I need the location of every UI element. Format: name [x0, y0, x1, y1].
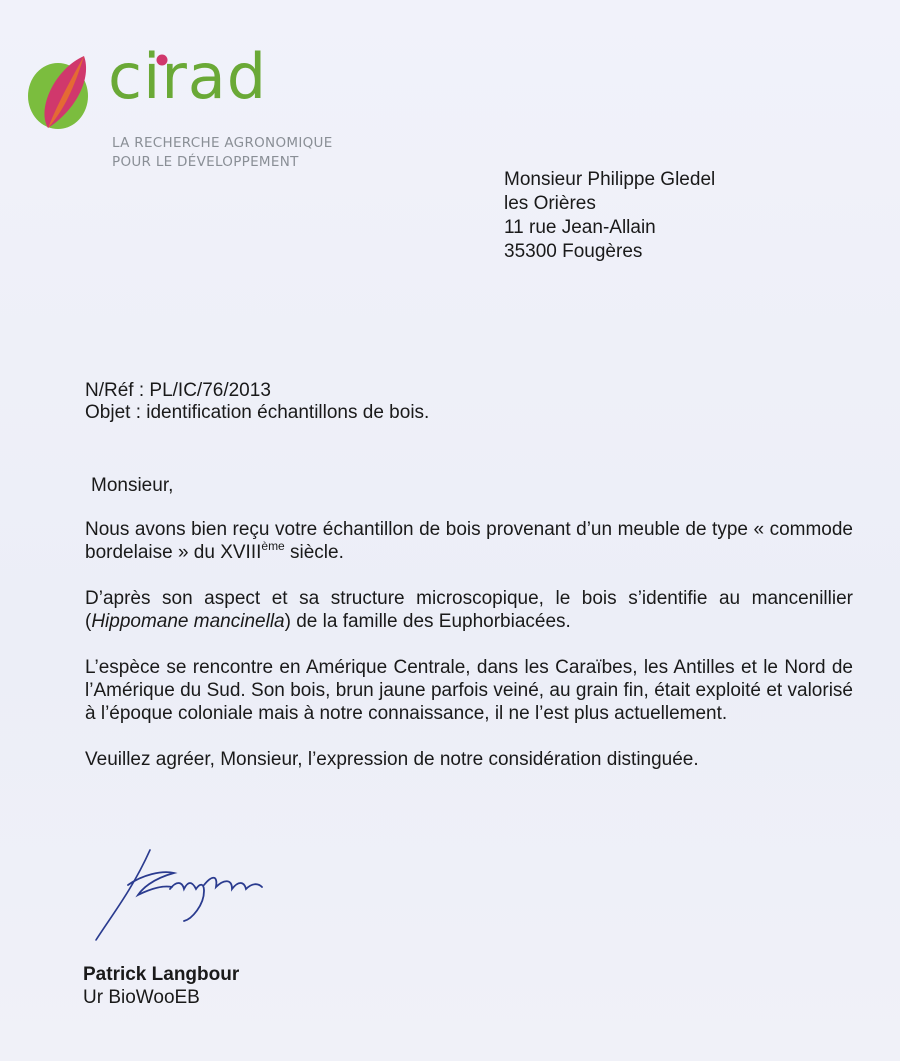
salutation: Monsieur, — [91, 475, 174, 496]
tagline-line2: POUR LE DÉVELOPPEMENT — [112, 154, 299, 170]
handwritten-signature — [92, 845, 282, 950]
cirad-leaf-icon — [26, 48, 96, 133]
recipient-street: 11 rue Jean-Allain — [504, 217, 656, 238]
species-name: Hippomane mancinella — [91, 611, 285, 632]
logo-wordmark: cirad — [108, 40, 268, 113]
tagline-line1: LA RECHERCHE AGRONOMIQUE — [112, 135, 333, 151]
p2-text-end: ) de la famille des Euphorbiacées. — [284, 611, 571, 632]
signature-icon — [92, 845, 282, 945]
closing: Veuillez agréer, Monsieur, l’expression de notre considération distinguée. — [85, 749, 699, 770]
p1-text-end: siècle. — [284, 542, 344, 563]
recipient-line2: les Orières — [504, 193, 596, 214]
reference-number: N/Réf : PL/IC/76/2013 — [85, 380, 271, 401]
signer-name: Patrick Langbour — [83, 964, 240, 985]
logo-tagline — [112, 134, 333, 172]
p1-text: Nous avons bien reçu votre échantillon de bois provenant d’un meuble de type « commode bordelaise » du XVIII — [85, 519, 853, 563]
recipient-city: 35300 Fougères — [504, 241, 643, 262]
reference-subject: Objet : identification échantillons de bois. — [85, 402, 430, 423]
letter-body — [85, 474, 853, 794]
recipient-name: Monsieur Philippe Gledel — [504, 169, 716, 190]
cirad-logo — [26, 40, 268, 133]
signer-block — [83, 963, 239, 1009]
recipient-address — [504, 168, 715, 264]
paragraph-2 — [85, 587, 853, 633]
p1-superscript: ème — [261, 539, 285, 553]
paragraph-1 — [85, 518, 853, 564]
p2-text: D’après son aspect et sa structure microscopique, le bois s’identifie au mancenillier ( — [85, 588, 853, 632]
paragraph-3: L’espèce se rencontre en Amérique Centrale, dans les Caraïbes, les Antilles et le Nord de l’Amérique du Sud. Son bois, brun jaune parfois veiné, au grain fin, était exploité et valorisé à l’époque coloniale mais à notre connaissance, il ne l’est plus actuellement. — [85, 657, 853, 724]
reference-block — [85, 380, 429, 424]
signer-unit: Ur BioWooEB — [83, 987, 200, 1008]
